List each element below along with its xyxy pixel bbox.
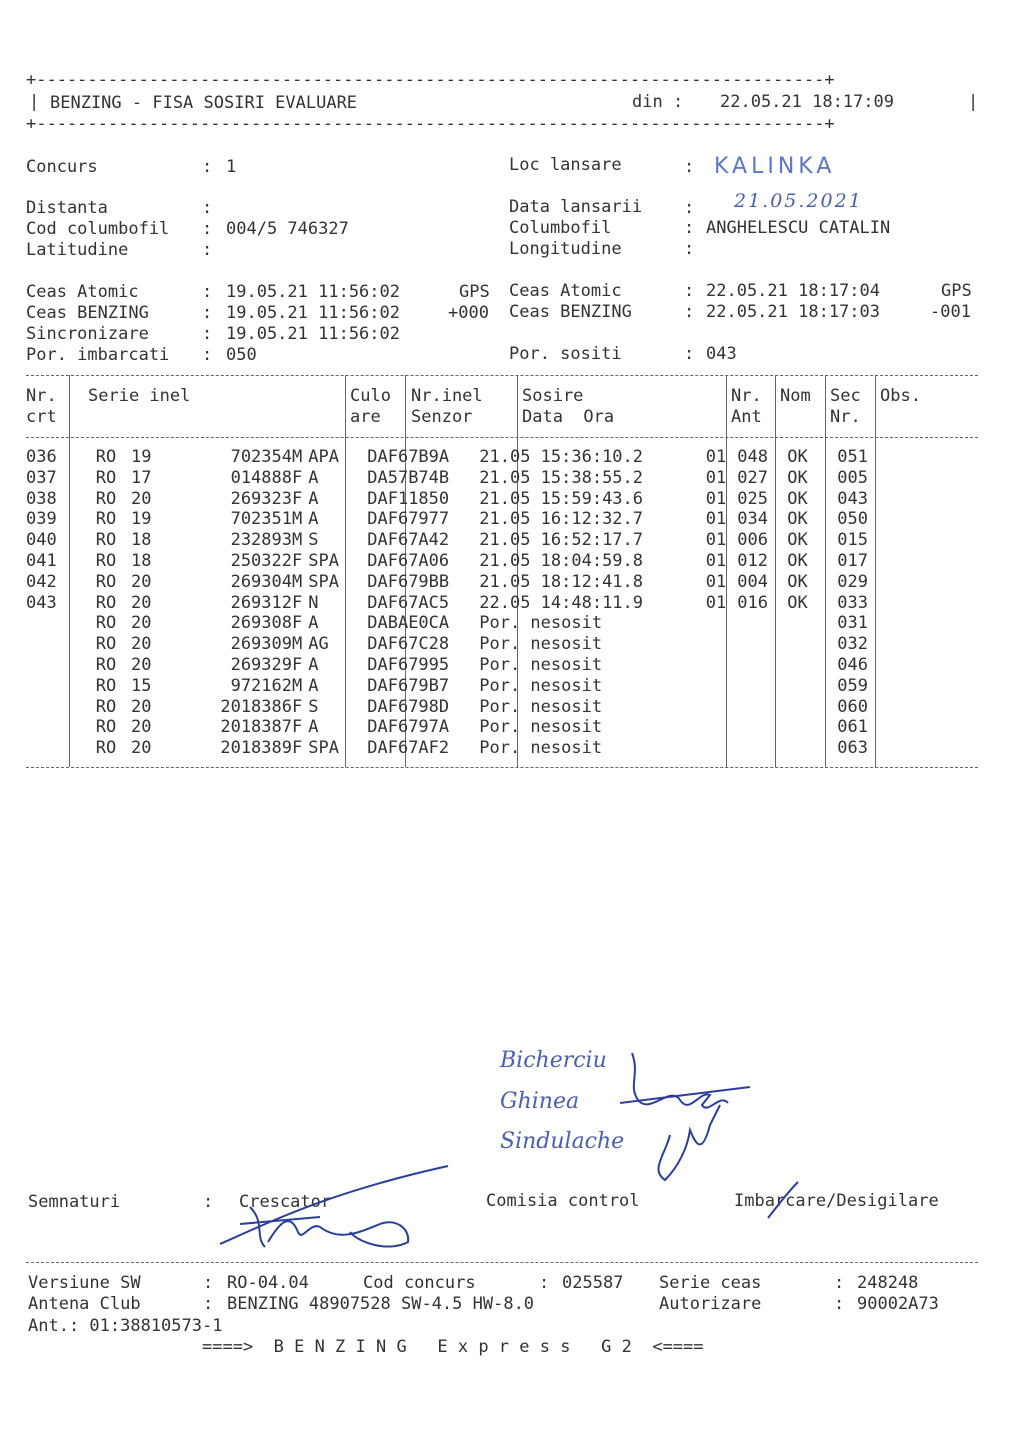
commission-name-3: Sindulache: [500, 1129, 625, 1154]
col-header-data-ora: Data Ora: [522, 407, 615, 427]
row-crt: [26, 676, 69, 697]
row-senzor: DAF67B9A: [367, 447, 450, 467]
row-sec: [782, 613, 832, 634]
row-obs: 043: [837, 488, 868, 509]
sositi-value: 043: [706, 344, 737, 364]
colon: :: [684, 198, 695, 218]
concurs-value: 1: [226, 157, 237, 177]
table-row: [26, 634, 892, 655]
imbarcati-label: Por. imbarcati: [26, 345, 170, 365]
row-crt: [26, 738, 69, 759]
row-senzor: DAF679BB: [367, 571, 450, 592]
table-row: [26, 489, 892, 510]
row-sex: F: [292, 467, 303, 488]
row-sosire: Por. nesosit: [479, 738, 603, 759]
row-ant: [683, 697, 732, 718]
ceas-atomic-label: Ceas Atomic: [26, 282, 139, 302]
data-lansarii-label: Data lansarii: [509, 197, 643, 217]
row-sex: F: [292, 488, 303, 509]
header-right-bar: |: [968, 92, 979, 112]
col-header-nr: Nr.: [26, 386, 57, 406]
row-culoare: APA: [308, 447, 339, 467]
row-tara: RO: [95, 675, 117, 696]
row-crt: 037: [26, 467, 57, 488]
row-nom: 012: [737, 550, 768, 571]
col-header-nr-inel: Nr.inel: [411, 386, 483, 406]
footer-rule: [26, 1262, 978, 1263]
ceas-benzing-end-flag: -001: [930, 302, 971, 322]
row-crt: 036: [26, 447, 57, 467]
colon: :: [539, 1273, 550, 1293]
row-sec: [782, 738, 832, 759]
row-an: 20: [131, 696, 152, 717]
row-ant: [683, 634, 732, 655]
cod-columbofil-label: Cod columbofil: [26, 219, 170, 239]
row-sex: F: [292, 550, 303, 571]
row-culoare: A: [308, 488, 319, 509]
row-an: 15: [131, 675, 152, 696]
col-header-nom: Nom: [780, 386, 811, 406]
row-crt: 038: [26, 488, 57, 509]
table-row: [26, 447, 892, 468]
cod-concurs-value: 025587: [562, 1273, 624, 1293]
colon: :: [202, 324, 213, 344]
row-nom: 034: [737, 509, 768, 530]
sincronizare-value: 19.05.21 11:56:02: [226, 324, 400, 344]
row-sec: OK: [787, 467, 808, 488]
row-tara: RO: [95, 550, 117, 571]
row-tara: RO: [95, 634, 117, 655]
table-top-rule: [26, 375, 978, 376]
colon: :: [203, 1273, 214, 1293]
row-senzor: DAF6798D: [367, 696, 450, 717]
row-nom: [732, 717, 782, 738]
col-header-ant: Ant: [731, 407, 762, 427]
row-sec: [782, 634, 832, 655]
latitudine-label: Latitudine: [26, 240, 129, 260]
row-obs: 017: [837, 550, 868, 571]
row-obs: 031: [837, 613, 868, 634]
row-culoare: A: [308, 613, 319, 634]
row-obs: 029: [837, 571, 868, 592]
row-sec: [782, 717, 832, 738]
table-row: [26, 738, 892, 759]
colon: :: [202, 345, 213, 365]
versiune-sw-value: RO-04.04: [227, 1273, 309, 1293]
row-senzor: DAF67995: [367, 654, 450, 675]
row-culoare: A: [308, 654, 319, 675]
col-header-senzor: Senzor: [411, 407, 473, 427]
row-sex: F: [292, 613, 303, 634]
antenna-line: Ant.: 01:38810573-1: [28, 1316, 223, 1336]
row-sec: OK: [787, 550, 808, 571]
row-ant: 01: [705, 467, 727, 488]
row-nr: 014888: [230, 467, 292, 488]
row-sosire: Por. nesosit: [479, 675, 603, 696]
row-tara: RO: [95, 530, 117, 551]
row-senzor: DAF67A42: [367, 530, 450, 551]
row-nr: 2018389: [220, 738, 292, 759]
row-obs: 032: [837, 634, 868, 655]
ceas-benzing-label: Ceas BENZING: [509, 302, 632, 322]
row-sex: M: [292, 530, 303, 551]
row-culoare: AG: [308, 634, 329, 655]
row-sec: OK: [787, 509, 808, 530]
table-row: [26, 697, 892, 718]
table-row: [26, 551, 892, 572]
semnaturi-label: Semnaturi: [28, 1192, 121, 1212]
row-culoare: SPA: [308, 571, 339, 592]
row-crt: 039: [26, 509, 57, 530]
colon: :: [684, 344, 695, 364]
row-senzor: DAF6797A: [367, 717, 450, 738]
colon: :: [202, 303, 213, 323]
row-tara: RO: [95, 488, 117, 509]
row-sex: F: [292, 717, 303, 738]
row-obs: 046: [837, 654, 868, 675]
row-sec: OK: [787, 592, 808, 613]
row-crt: [26, 697, 69, 718]
row-ant: 01: [705, 530, 727, 551]
row-nom: [732, 676, 782, 697]
row-obs: 063: [837, 738, 868, 759]
commission-signature-scribble: [610, 1045, 770, 1190]
versiune-sw-label: Versiune SW: [28, 1273, 141, 1293]
row-tara: RO: [95, 613, 117, 634]
row-crt: 042: [26, 571, 57, 592]
ceas-benzing-label: Ceas BENZING: [26, 303, 149, 323]
row-ant: 01: [705, 488, 727, 509]
row-nom: [732, 738, 782, 759]
row-crt: [26, 655, 69, 676]
commission-name-2: Ghinea: [500, 1089, 580, 1114]
row-sex: M: [292, 509, 303, 530]
header-top-border: +-----------------------------------------------------------------------------+: [26, 70, 835, 90]
row-tara: RO: [95, 509, 117, 530]
ceas-atomic-start-flag: GPS: [459, 282, 490, 302]
row-an: 18: [131, 530, 152, 551]
colon: :: [684, 218, 695, 238]
row-an: 20: [131, 654, 152, 675]
row-senzor: DAF67977: [367, 509, 450, 530]
row-culoare: A: [308, 467, 319, 488]
colon: :: [834, 1294, 845, 1314]
row-sec: [782, 676, 832, 697]
imbarcare-signature-scribble: [764, 1180, 804, 1220]
row-obs: 015: [837, 530, 868, 551]
col-header-culoare: Culo: [350, 386, 391, 406]
row-nr: 269309: [230, 634, 292, 655]
sositi-label: Por. sositi: [509, 344, 622, 364]
row-an: 20: [131, 738, 152, 759]
row-nr: 232893: [230, 530, 292, 551]
row-nr: 2018386: [220, 696, 292, 717]
table-row: [26, 655, 892, 676]
row-sex: M: [292, 675, 303, 696]
row-an: 18: [131, 550, 152, 571]
cod-concurs-label: Cod concurs: [363, 1273, 476, 1293]
row-sex: F: [292, 696, 303, 717]
row-crt: [26, 717, 69, 738]
row-obs: 033: [837, 592, 868, 613]
row-tara: RO: [95, 592, 117, 613]
row-nr: 269312: [230, 592, 292, 613]
col-header-serie-inel: Serie inel: [88, 386, 191, 406]
row-nom: 016: [737, 592, 768, 613]
row-ant: 01: [705, 509, 727, 530]
row-nr: 2018387: [220, 717, 292, 738]
row-sosire: 21.05 15:36:10.2: [479, 447, 644, 467]
row-obs: 060: [837, 696, 868, 717]
table-row: [26, 593, 892, 614]
row-nom: 025: [737, 488, 768, 509]
imbarcare-label: Imbarcare/Desigilare: [734, 1191, 939, 1211]
row-nr: 702351: [230, 509, 292, 530]
row-nr: 702354: [230, 447, 292, 467]
colon: :: [684, 302, 695, 322]
row-nom: 004: [737, 571, 768, 592]
row-sex: F: [292, 738, 303, 759]
row-ant: 01: [705, 592, 727, 613]
row-ant: [683, 613, 732, 634]
row-nr: 269308: [230, 613, 292, 634]
colon: :: [202, 219, 213, 239]
row-tara: RO: [95, 696, 117, 717]
row-an: 20: [131, 571, 152, 592]
row-crt: [26, 634, 69, 655]
row-culoare: SPA: [308, 738, 339, 759]
row-sosire: 21.05 16:12:32.7: [479, 509, 644, 530]
colon: :: [684, 157, 695, 177]
row-culoare: S: [308, 696, 319, 717]
crescator-label: Crescator: [239, 1192, 332, 1212]
table-row: [26, 717, 892, 738]
row-nom: [732, 697, 782, 718]
col-header-crt: crt: [26, 407, 57, 427]
colon: :: [202, 282, 213, 302]
loc-lansare-value: KALINKA: [714, 154, 836, 179]
ceas-atomic-end: 22.05.21 18:17:04: [706, 281, 880, 301]
col-header-sosire: Sosire: [522, 386, 584, 406]
ceas-atomic-label: Ceas Atomic: [509, 281, 622, 301]
row-senzor: DAF67A06: [367, 550, 450, 571]
header-left-bar: |: [29, 92, 40, 112]
table-bottom-rule: [26, 767, 978, 768]
table-row: [26, 468, 892, 489]
row-nom: [732, 613, 782, 634]
cod-columbofil-value: 004/5 746327: [226, 219, 349, 239]
row-nom: [732, 655, 782, 676]
row-tara: RO: [95, 738, 117, 759]
longitudine-label: Longitudine: [509, 239, 622, 259]
row-crt: 041: [26, 550, 57, 571]
row-sex: F: [292, 654, 303, 675]
col-header-sec: Sec: [830, 386, 861, 406]
colon: :: [684, 239, 695, 259]
colon: :: [202, 240, 213, 260]
row-sec: OK: [787, 488, 808, 509]
row-sosire: Por. nesosit: [479, 696, 603, 717]
colon: :: [203, 1192, 214, 1212]
row-an: 19: [131, 447, 152, 467]
row-nom: 027: [737, 467, 768, 488]
crescator-signature-scribble: [210, 1162, 450, 1254]
row-an: 20: [131, 592, 152, 613]
row-ant: [683, 676, 732, 697]
row-tara: RO: [95, 654, 117, 675]
row-tara: RO: [95, 447, 117, 467]
row-obs: 050: [837, 509, 868, 530]
row-tara: RO: [95, 717, 117, 738]
row-ant: 01: [705, 571, 727, 592]
row-tara: RO: [95, 467, 117, 488]
commission-name-1: Bicherciu: [500, 1048, 607, 1073]
row-senzor: DAF67AC5: [367, 592, 450, 613]
row-sosire: 21.05 16:52:17.7: [479, 530, 644, 551]
page-title: BENZING - FISA SOSIRI EVALUARE: [50, 93, 358, 113]
row-culoare: N: [308, 592, 319, 613]
autorizare-value: 90002A73: [857, 1294, 939, 1314]
row-crt: 040: [26, 530, 57, 551]
row-senzor: DAF67AF2: [367, 738, 450, 759]
comisia-control-label: Comisia control: [486, 1191, 640, 1211]
row-ant: [683, 655, 732, 676]
row-culoare: A: [308, 509, 319, 530]
row-sosire: 21.05 15:38:55.2: [479, 467, 644, 488]
row-crt: [26, 613, 69, 634]
row-ant: 01: [705, 447, 727, 467]
row-nr: 269323: [230, 488, 292, 509]
header-bottom-border: +-----------------------------------------------------------------------------+: [26, 114, 835, 134]
distanta-label: Distanta: [26, 198, 108, 218]
table-header-rule: [26, 437, 978, 438]
row-an: 19: [131, 509, 152, 530]
row-nom: [732, 634, 782, 655]
row-nom: 006: [737, 530, 768, 551]
row-sosire: 21.05 18:12:41.8: [479, 571, 644, 592]
ceas-atomic-end-flag: GPS: [941, 281, 972, 301]
colon: :: [203, 1294, 214, 1314]
row-sex: M: [292, 447, 303, 467]
col-header-sec-nr: Nr.: [830, 407, 861, 427]
row-obs: 059: [837, 675, 868, 696]
row-senzor: DAF67C28: [367, 634, 450, 655]
row-an: 17: [131, 467, 152, 488]
row-nom: 048: [737, 447, 768, 467]
row-tara: RO: [95, 571, 117, 592]
row-an: 20: [131, 634, 152, 655]
serie-ceas-value: 248248: [857, 1273, 919, 1293]
row-sosire: Por. nesosit: [479, 613, 603, 634]
colon: :: [202, 198, 213, 218]
ceas-benzing-start-flag: +000: [448, 303, 489, 323]
colon: :: [202, 157, 213, 177]
row-crt: 043: [26, 592, 57, 613]
brand-line: ====> B E N Z I N G E x p r e s s G 2 <====: [202, 1337, 704, 1357]
row-sec: [782, 697, 832, 718]
table-row: [26, 530, 892, 551]
imbarcati-value: 050: [226, 345, 257, 365]
col-header-culoare-2: are: [350, 407, 381, 427]
col-header-obs: Obs.: [880, 386, 921, 406]
row-ant: [683, 717, 732, 738]
row-obs: 051: [837, 447, 868, 467]
antena-club-value: BENZING 48907528 SW-4.5 HW-8.0: [227, 1294, 535, 1314]
row-an: 20: [131, 488, 152, 509]
header-date-label: din :: [632, 92, 684, 112]
row-culoare: A: [308, 717, 319, 738]
antena-club-label: Antena Club: [28, 1294, 141, 1314]
columbofil-value: ANGHELESCU CATALIN: [706, 218, 891, 238]
header-date-value: 22.05.21 18:17:09: [720, 92, 894, 112]
autorizare-label: Autorizare: [659, 1294, 762, 1314]
concurs-label: Concurs: [26, 157, 98, 177]
data-lansarii-value: 21.05.2021: [734, 190, 863, 212]
row-culoare: SPA: [308, 550, 339, 571]
table-row: [26, 613, 892, 634]
colon: :: [834, 1273, 845, 1293]
ceas-benzing-end: 22.05.21 18:17:03: [706, 302, 880, 322]
table-row: [26, 676, 892, 697]
loc-lansare-label: Loc lansare: [509, 155, 622, 175]
ceas-benzing-start: 19.05.21 11:56:02: [226, 303, 400, 323]
row-sex: M: [292, 571, 303, 592]
row-culoare: S: [308, 530, 319, 551]
row-sec: OK: [787, 447, 808, 467]
row-sec: [782, 655, 832, 676]
row-obs: 061: [837, 717, 868, 738]
col-header-nr-ant: Nr.: [731, 386, 762, 406]
columbofil-label: Columbofil: [509, 218, 612, 238]
row-nr: 250322: [230, 550, 292, 571]
colon: :: [684, 281, 695, 301]
row-senzor: DAF11850: [367, 488, 450, 509]
row-senzor: DAF679B7: [367, 675, 450, 696]
ceas-atomic-start: 19.05.21 11:56:02: [226, 282, 400, 302]
row-sec: OK: [787, 571, 808, 592]
row-nr: 269304: [230, 571, 292, 592]
row-sex: M: [292, 634, 303, 655]
table-row: [26, 572, 892, 593]
row-ant: [683, 738, 732, 759]
row-sosire: Por. nesosit: [479, 654, 603, 675]
row-sex: F: [292, 592, 303, 613]
row-senzor: DA57B74B: [367, 467, 450, 488]
row-nr: 269329: [230, 654, 292, 675]
row-obs: 005: [837, 467, 868, 488]
row-nr: 972162: [230, 675, 292, 696]
row-sosire: 22.05 14:48:11.9: [479, 592, 644, 613]
row-sec: OK: [787, 530, 808, 551]
row-an: 20: [131, 613, 152, 634]
row-sosire: 21.05 15:59:43.6: [479, 488, 644, 509]
serie-ceas-label: Serie ceas: [659, 1273, 762, 1293]
row-sosire: Por. nesosit: [479, 717, 603, 738]
row-culoare: A: [308, 675, 319, 696]
table-row: [26, 509, 892, 530]
row-senzor: DABAE0CA: [367, 613, 450, 634]
row-ant: 01: [705, 550, 727, 571]
row-sosire: Por. nesosit: [479, 634, 603, 655]
row-an: 20: [131, 717, 152, 738]
arrivals-table: [26, 447, 892, 759]
row-sosire: 21.05 18:04:59.8: [479, 550, 644, 571]
sincronizare-label: Sincronizare: [26, 324, 149, 344]
